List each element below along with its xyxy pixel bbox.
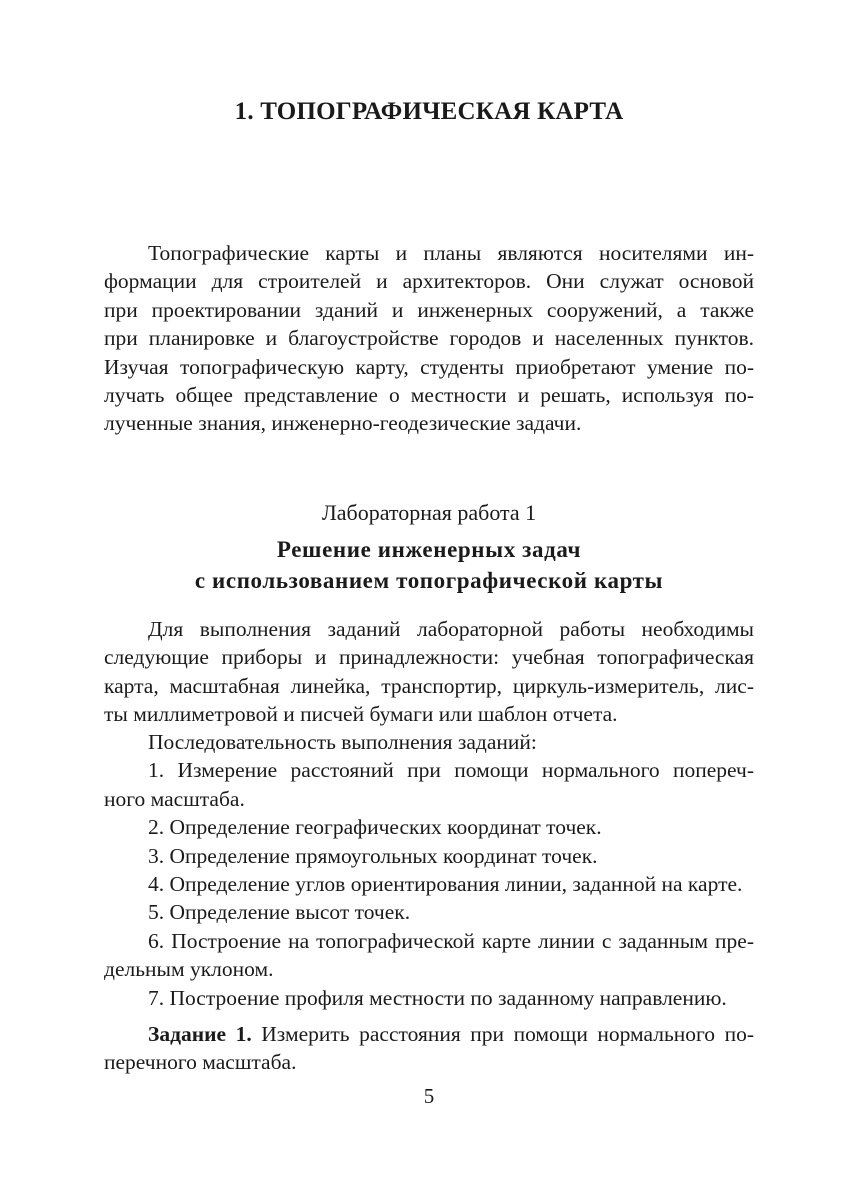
task-line xyxy=(104,1020,754,1048)
lab-title-line: Решение инженерных задач xyxy=(276,537,582,562)
sequence-list xyxy=(104,728,754,1012)
sequence-item: ного масштаба. xyxy=(104,786,245,811)
intro-line: Топографические карты и планы являются носителями ин- xyxy=(148,241,754,265)
document-page xyxy=(104,0,754,1182)
intro-line: лучать общее представление о местности и решать, используя по- xyxy=(104,382,754,407)
task-label: Задание 1. xyxy=(148,1022,252,1046)
sequence-item: 6. Построение на топографической карте линии с заданным пре- xyxy=(148,928,754,953)
task-line: перечного масштаба. xyxy=(104,1050,297,1075)
intro-line: лученные знания, инженерно-геодезические задачи. xyxy=(104,411,582,436)
materials-line: ты миллиметровой и писчей бумаги или шаблон отчета. xyxy=(104,702,618,727)
task-paragraph xyxy=(104,1020,754,1077)
intro-line: при планировке и благоустройстве городов и населенных пунктов. xyxy=(104,326,754,351)
sequence-item: 5. Определение высот точек. xyxy=(148,900,411,925)
sequence-item: 2. Определение географических координат точек. xyxy=(148,815,602,840)
page-number: 5 xyxy=(423,1084,435,1108)
materials-line: карта, масштабная линейка, транспортир, циркуль-измеритель, лис- xyxy=(104,673,754,698)
sequence-heading: Последовательность выполнения заданий: xyxy=(148,730,537,754)
intro-line: при проектировании зданий и инженерных сооружений, а также xyxy=(104,297,754,322)
chapter-title: 1. ТОПОГРАФИЧЕСКАЯ КАРТА xyxy=(234,98,624,125)
lab-title-line: с использованием топографической карты xyxy=(194,568,664,593)
lab-title xyxy=(104,534,754,596)
intro-line: формации для строителей и архитекторов. Они служат основой xyxy=(104,269,754,294)
sequence-item: дельным уклоном. xyxy=(104,957,274,982)
materials-line: Для выполнения заданий лабораторной работы необходимы xyxy=(148,617,754,641)
sequence-item: 4. Определение углов ориентирования линии, заданной на карте. xyxy=(148,871,743,896)
materials-line: следующие приборы и принадлежности: учебная топографическая xyxy=(104,645,754,670)
sequence-item: 1. Измерение расстояний при помощи нормального попереч- xyxy=(148,758,754,783)
task-text: Измерить расстояния при помощи нормального по- xyxy=(251,1022,755,1046)
intro-paragraph xyxy=(104,239,754,438)
lab-number: Лабораторная работа 1 xyxy=(321,500,537,525)
intro-line: Изучая топографическую карту, студенты приобретают умение по- xyxy=(104,354,754,379)
sequence-item: 3. Определение прямоугольных координат точек. xyxy=(148,843,598,868)
materials-paragraph xyxy=(104,615,754,729)
sequence-item: 7. Построение профиля местности по заданному направлению. xyxy=(148,985,727,1010)
